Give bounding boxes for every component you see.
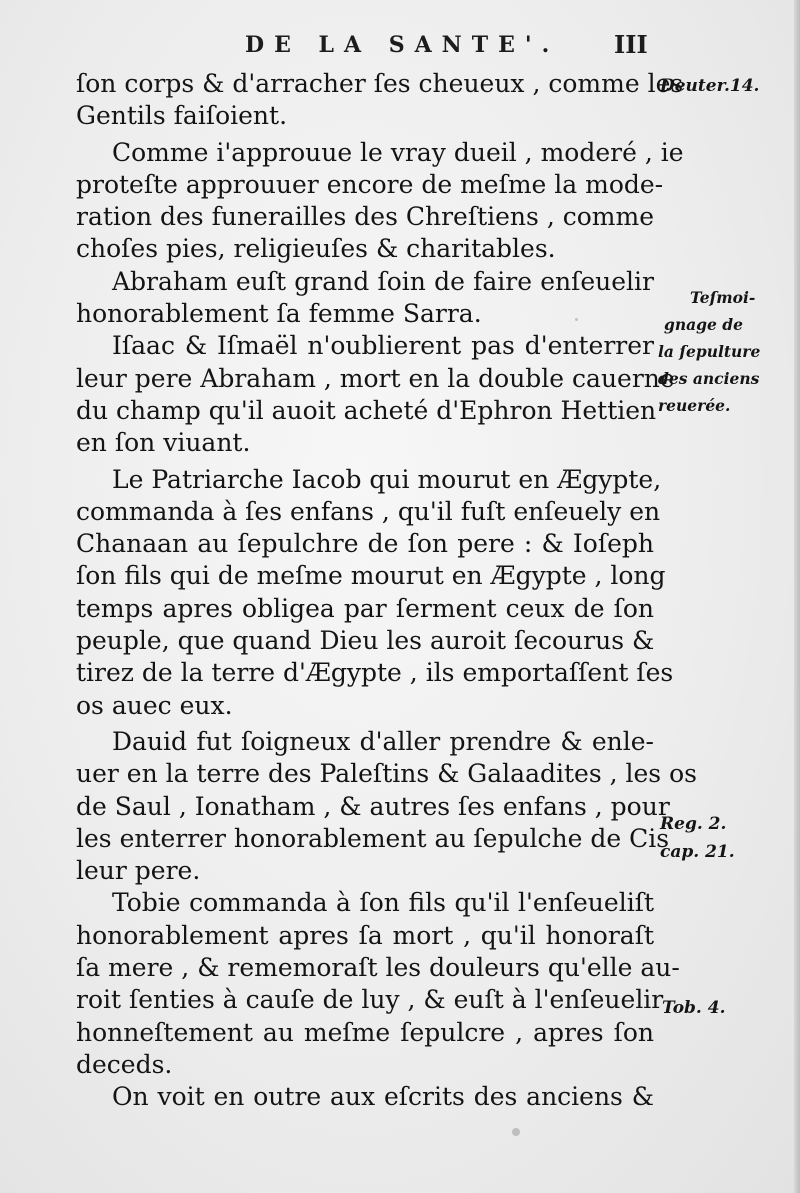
text-line: honneſtement au meſme ſepulcre , apres ſon	[76, 1017, 654, 1047]
paragraph-first-line: Abraham euſt grand ſoin de faire enſeuelir	[112, 266, 654, 296]
text-line: honorablement apres ſa mort , qu'il honoraſt	[76, 920, 654, 950]
margin-note-deuter: Deuter.14.	[660, 76, 760, 96]
text-line: deceds.	[76, 1049, 173, 1079]
ink-speck	[512, 1128, 520, 1136]
margin-note-line: reuerée.	[658, 396, 731, 415]
text-line: leur pere Abraham , mort en la double cauerne	[76, 363, 675, 393]
text-line: ſa mere , & rememoraſt les douleurs qu'elle au-	[76, 953, 680, 983]
text-line: tirez de la terre d'Ægypte , ils emportaſſent ſes	[76, 658, 674, 688]
text-line: temps apres obligea par ſerment ceux de ſon	[76, 593, 654, 623]
margin-note-line: gnage de	[664, 315, 743, 334]
margin-note-line: cap. 21.	[660, 842, 735, 862]
page-edge	[794, 0, 800, 1193]
margin-note-line: des anciens	[658, 369, 760, 388]
text-line: leur pere.	[76, 856, 201, 886]
text-line: roit ſenties à cauſe de luy , & euſt à l'enſeuelir	[76, 985, 664, 1015]
paragraph-first-line: On voit en outre aux eſcrits des anciens &	[112, 1082, 654, 1112]
text-line: choſes pies, religieuſes & charitables.	[76, 234, 556, 264]
margin-note-line: la ſepulture	[658, 342, 761, 361]
text-line: uer en la terre des Paleſtins & Galaadites , les os	[76, 759, 697, 789]
text-line: Chanaan au ſepulchre de ſon pere : & Ioſeph	[76, 529, 654, 559]
text-line: du champ qu'il auoit acheté d'Ephron Hettien	[76, 395, 657, 425]
margin-note-tob: Tob. 4.	[662, 998, 726, 1018]
running-head: DE LA SANTE'.	[245, 32, 560, 58]
paragraph-first-line: Iſaac & Iſmaël n'oublierent pas d'enterrer	[112, 331, 654, 361]
margin-note-line: Reg. 2.	[660, 814, 727, 834]
margin-note-line: Teſmoi-	[690, 288, 756, 307]
text-line: les enterrer honorablement au ſepulche de Cis	[76, 823, 670, 853]
paragraph-first-line: Le Patriarche Iacob qui mourut en Ægypte,	[112, 464, 662, 494]
text-line: en ſon viuant.	[76, 428, 251, 458]
text-line: de Saul , Ionatham , & autres ſes enfans , pour	[76, 791, 670, 821]
page-number: III	[614, 30, 648, 59]
margin-note-tesmoignage	[658, 284, 760, 419]
text-line: honorablement ſa femme Sarra.	[76, 299, 482, 329]
paragraph-first-line: Dauid fut ſoigneux d'aller prendre & enle-	[112, 726, 654, 756]
text-line: ration des funerailles des Chreſtiens , comme	[76, 202, 654, 232]
text-line: peuple, que quand Dieu les auroit ſecourus &	[76, 626, 655, 656]
text-line: ſon corps & d'arracher ſes cheueux , comme les	[76, 69, 684, 98]
text-line: ſon fils qui de meſme mourut en Ægypte , long	[76, 561, 666, 591]
margin-note-reg	[660, 810, 735, 866]
text-line: proteſte approuuer encore de meſme la mode-	[76, 169, 664, 199]
text-line: os auec eux.	[76, 690, 233, 720]
text-line: commanda à ſes enfans , qu'il fuſt enſeuely en	[76, 496, 661, 526]
paragraph-first-line: Comme i'approuue le vray dueil , moderé , ie	[112, 137, 684, 167]
ink-speck	[575, 318, 578, 321]
paragraph-first-line: Tobie commanda à ſon fils qu'il l'enſeueliſt	[112, 888, 654, 918]
text-line: Gentils faiſoient.	[76, 101, 288, 131]
